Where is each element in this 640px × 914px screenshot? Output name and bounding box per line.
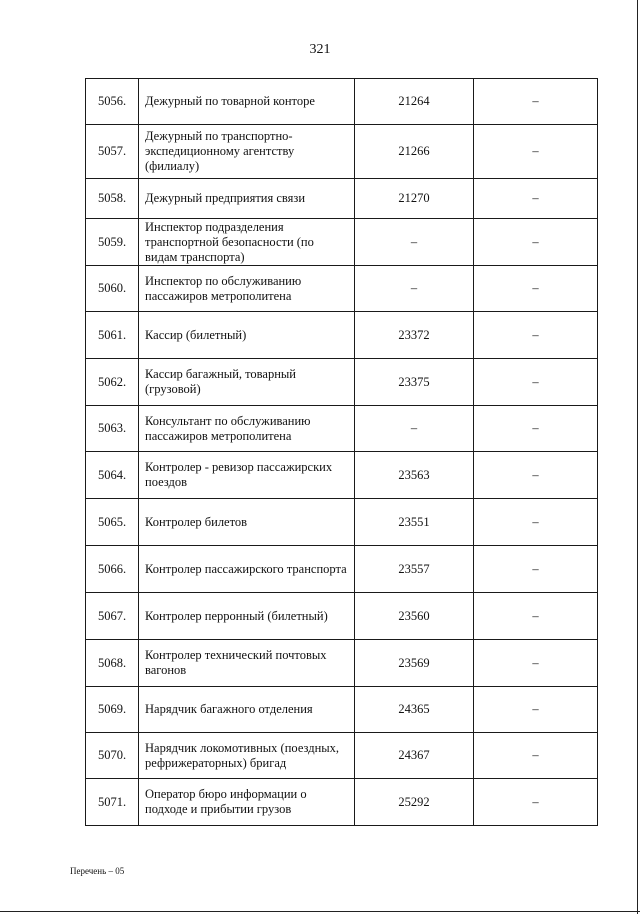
table-row xyxy=(86,125,598,179)
row-number: 5069. xyxy=(86,687,139,733)
occupation-name: Инспектор подразделения транспортной безопасности (по видам транспорта) xyxy=(139,219,355,266)
occupation-code: 23569 xyxy=(355,640,474,687)
occupation-name: Нарядчик локомотивных (поездных, рефрижераторных) бригад xyxy=(139,733,355,779)
row-number: 5067. xyxy=(86,593,139,640)
occupation-code: 23551 xyxy=(355,499,474,546)
page-bottom-edge xyxy=(0,911,640,912)
occupation-name: Дежурный по транспортно-экспедиционному агентству (филиалу) xyxy=(139,125,355,179)
dash-cell: – xyxy=(474,219,598,266)
dash-cell: – xyxy=(474,779,598,826)
row-number: 5058. xyxy=(86,179,139,219)
table-row xyxy=(86,640,598,687)
table-row xyxy=(86,687,598,733)
occupation-code: – xyxy=(355,266,474,312)
dash-cell: – xyxy=(474,79,598,125)
row-number: 5059. xyxy=(86,219,139,266)
row-number: 5057. xyxy=(86,125,139,179)
dash-cell: – xyxy=(474,125,598,179)
row-number: 5066. xyxy=(86,546,139,593)
dash-cell: – xyxy=(474,499,598,546)
row-number: 5056. xyxy=(86,79,139,125)
dash-cell: – xyxy=(474,733,598,779)
occupation-code: 24367 xyxy=(355,733,474,779)
dash-cell: – xyxy=(474,593,598,640)
row-number: 5064. xyxy=(86,452,139,499)
occupation-code: 21264 xyxy=(355,79,474,125)
table-row xyxy=(86,733,598,779)
occupation-name: Инспектор по обслуживанию пассажиров метрополитена xyxy=(139,266,355,312)
occupation-name: Контролер билетов xyxy=(139,499,355,546)
table-row xyxy=(86,359,598,406)
row-number: 5062. xyxy=(86,359,139,406)
dash-cell: – xyxy=(474,452,598,499)
occupation-code: 21270 xyxy=(355,179,474,219)
table-row xyxy=(86,266,598,312)
dash-cell: – xyxy=(474,687,598,733)
page-number: 321 xyxy=(309,42,331,57)
page-right-edge xyxy=(637,0,638,914)
occupation-code: 24365 xyxy=(355,687,474,733)
occupation-table xyxy=(85,78,598,826)
occupation-code: – xyxy=(355,219,474,266)
dash-cell: – xyxy=(474,266,598,312)
occupation-name: Дежурный по товарной конторе xyxy=(139,79,355,125)
occupation-code: 23375 xyxy=(355,359,474,406)
dash-cell: – xyxy=(474,640,598,687)
occupation-name: Контролер технический почтовых вагонов xyxy=(139,640,355,687)
row-number: 5060. xyxy=(86,266,139,312)
occupation-name: Нарядчик багажного отделения xyxy=(139,687,355,733)
occupation-code: 23557 xyxy=(355,546,474,593)
occupation-name: Оператор бюро информации о подходе и прибытии грузов xyxy=(139,779,355,826)
occupation-code: 23563 xyxy=(355,452,474,499)
table-row xyxy=(86,779,598,826)
table-row xyxy=(86,593,598,640)
occupation-name: Кассир багажный, товарный (грузовой) xyxy=(139,359,355,406)
table-row xyxy=(86,312,598,359)
occupation-name: Кассир (билетный) xyxy=(139,312,355,359)
dash-cell: – xyxy=(474,406,598,452)
table-row xyxy=(86,546,598,593)
dash-cell: – xyxy=(474,312,598,359)
occupation-code: 21266 xyxy=(355,125,474,179)
dash-cell: – xyxy=(474,179,598,219)
occupation-name: Контролер пассажирского транспорта xyxy=(139,546,355,593)
occupation-code: 23372 xyxy=(355,312,474,359)
row-number: 5061. xyxy=(86,312,139,359)
row-number: 5068. xyxy=(86,640,139,687)
occupation-code: 25292 xyxy=(355,779,474,826)
footer-label: Перечень – 05 xyxy=(70,866,125,876)
table-row xyxy=(86,406,598,452)
occupation-code: – xyxy=(355,406,474,452)
table-row xyxy=(86,79,598,125)
dash-cell: – xyxy=(474,359,598,406)
occupation-code: 23560 xyxy=(355,593,474,640)
row-number: 5063. xyxy=(86,406,139,452)
dash-cell: – xyxy=(474,546,598,593)
row-number: 5065. xyxy=(86,499,139,546)
occupation-name: Консультант по обслуживанию пассажиров метрополитена xyxy=(139,406,355,452)
row-number: 5071. xyxy=(86,779,139,826)
table-row xyxy=(86,452,598,499)
table-row xyxy=(86,219,598,266)
occupation-name: Контролер - ревизор пассажирских поездов xyxy=(139,452,355,499)
occupation-name: Дежурный предприятия связи xyxy=(139,179,355,219)
row-number: 5070. xyxy=(86,733,139,779)
table-row xyxy=(86,499,598,546)
occupation-name: Контролер перронный (билетный) xyxy=(139,593,355,640)
table-body xyxy=(86,79,598,826)
table-row xyxy=(86,179,598,219)
